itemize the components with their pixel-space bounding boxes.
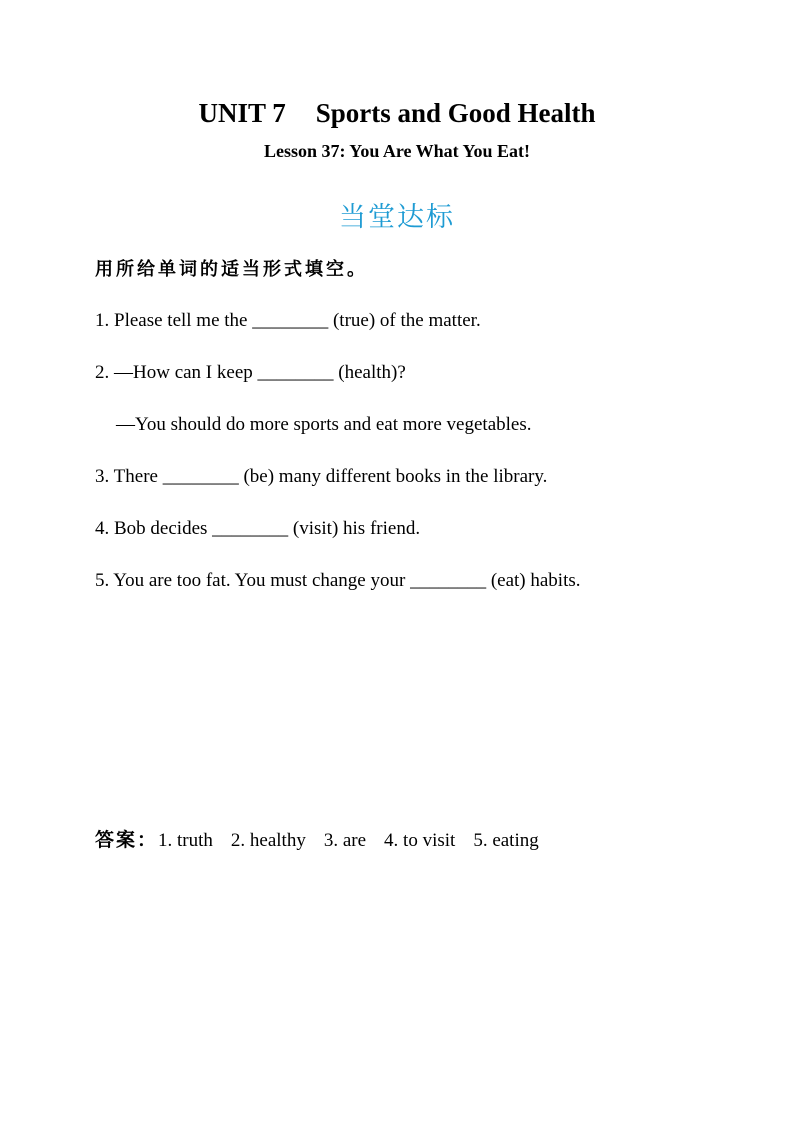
answer-item: 1. truth (158, 830, 213, 851)
question-5: 5. You are too fat. You must change your ________ (eat) habits. (95, 570, 581, 591)
question-1: 1. Please tell me the ________ (true) of the matter. (95, 310, 481, 331)
question-3: 3. There ________ (be) many different books in the library. (95, 466, 548, 487)
lesson-title: Lesson 37: You Are What You Eat! (263, 141, 531, 161)
answer-item: 2. healthy (230, 830, 306, 851)
answer-key (95, 829, 557, 853)
question-2-reply: —You should do more sports and eat more vegetables. (116, 414, 532, 435)
unit-name: Sports and Good Health (315, 98, 596, 128)
answer-item: 4. to visit (384, 830, 456, 851)
section-title: 当堂达标 (339, 202, 455, 232)
answer-item: 5. eating (473, 830, 539, 851)
question-2: 2. —How can I keep ________ (health)? (95, 362, 406, 383)
answer-label: 答案： (95, 830, 159, 851)
unit-label: UNIT 7 (198, 98, 286, 128)
exercise-instruction: 用所给单词的适当形式填空。 (95, 259, 368, 279)
answer-item: 3. are (323, 830, 367, 851)
unit-title (0, 96, 794, 130)
question-4: 4. Bob decides ________ (visit) his friend. (95, 518, 421, 539)
